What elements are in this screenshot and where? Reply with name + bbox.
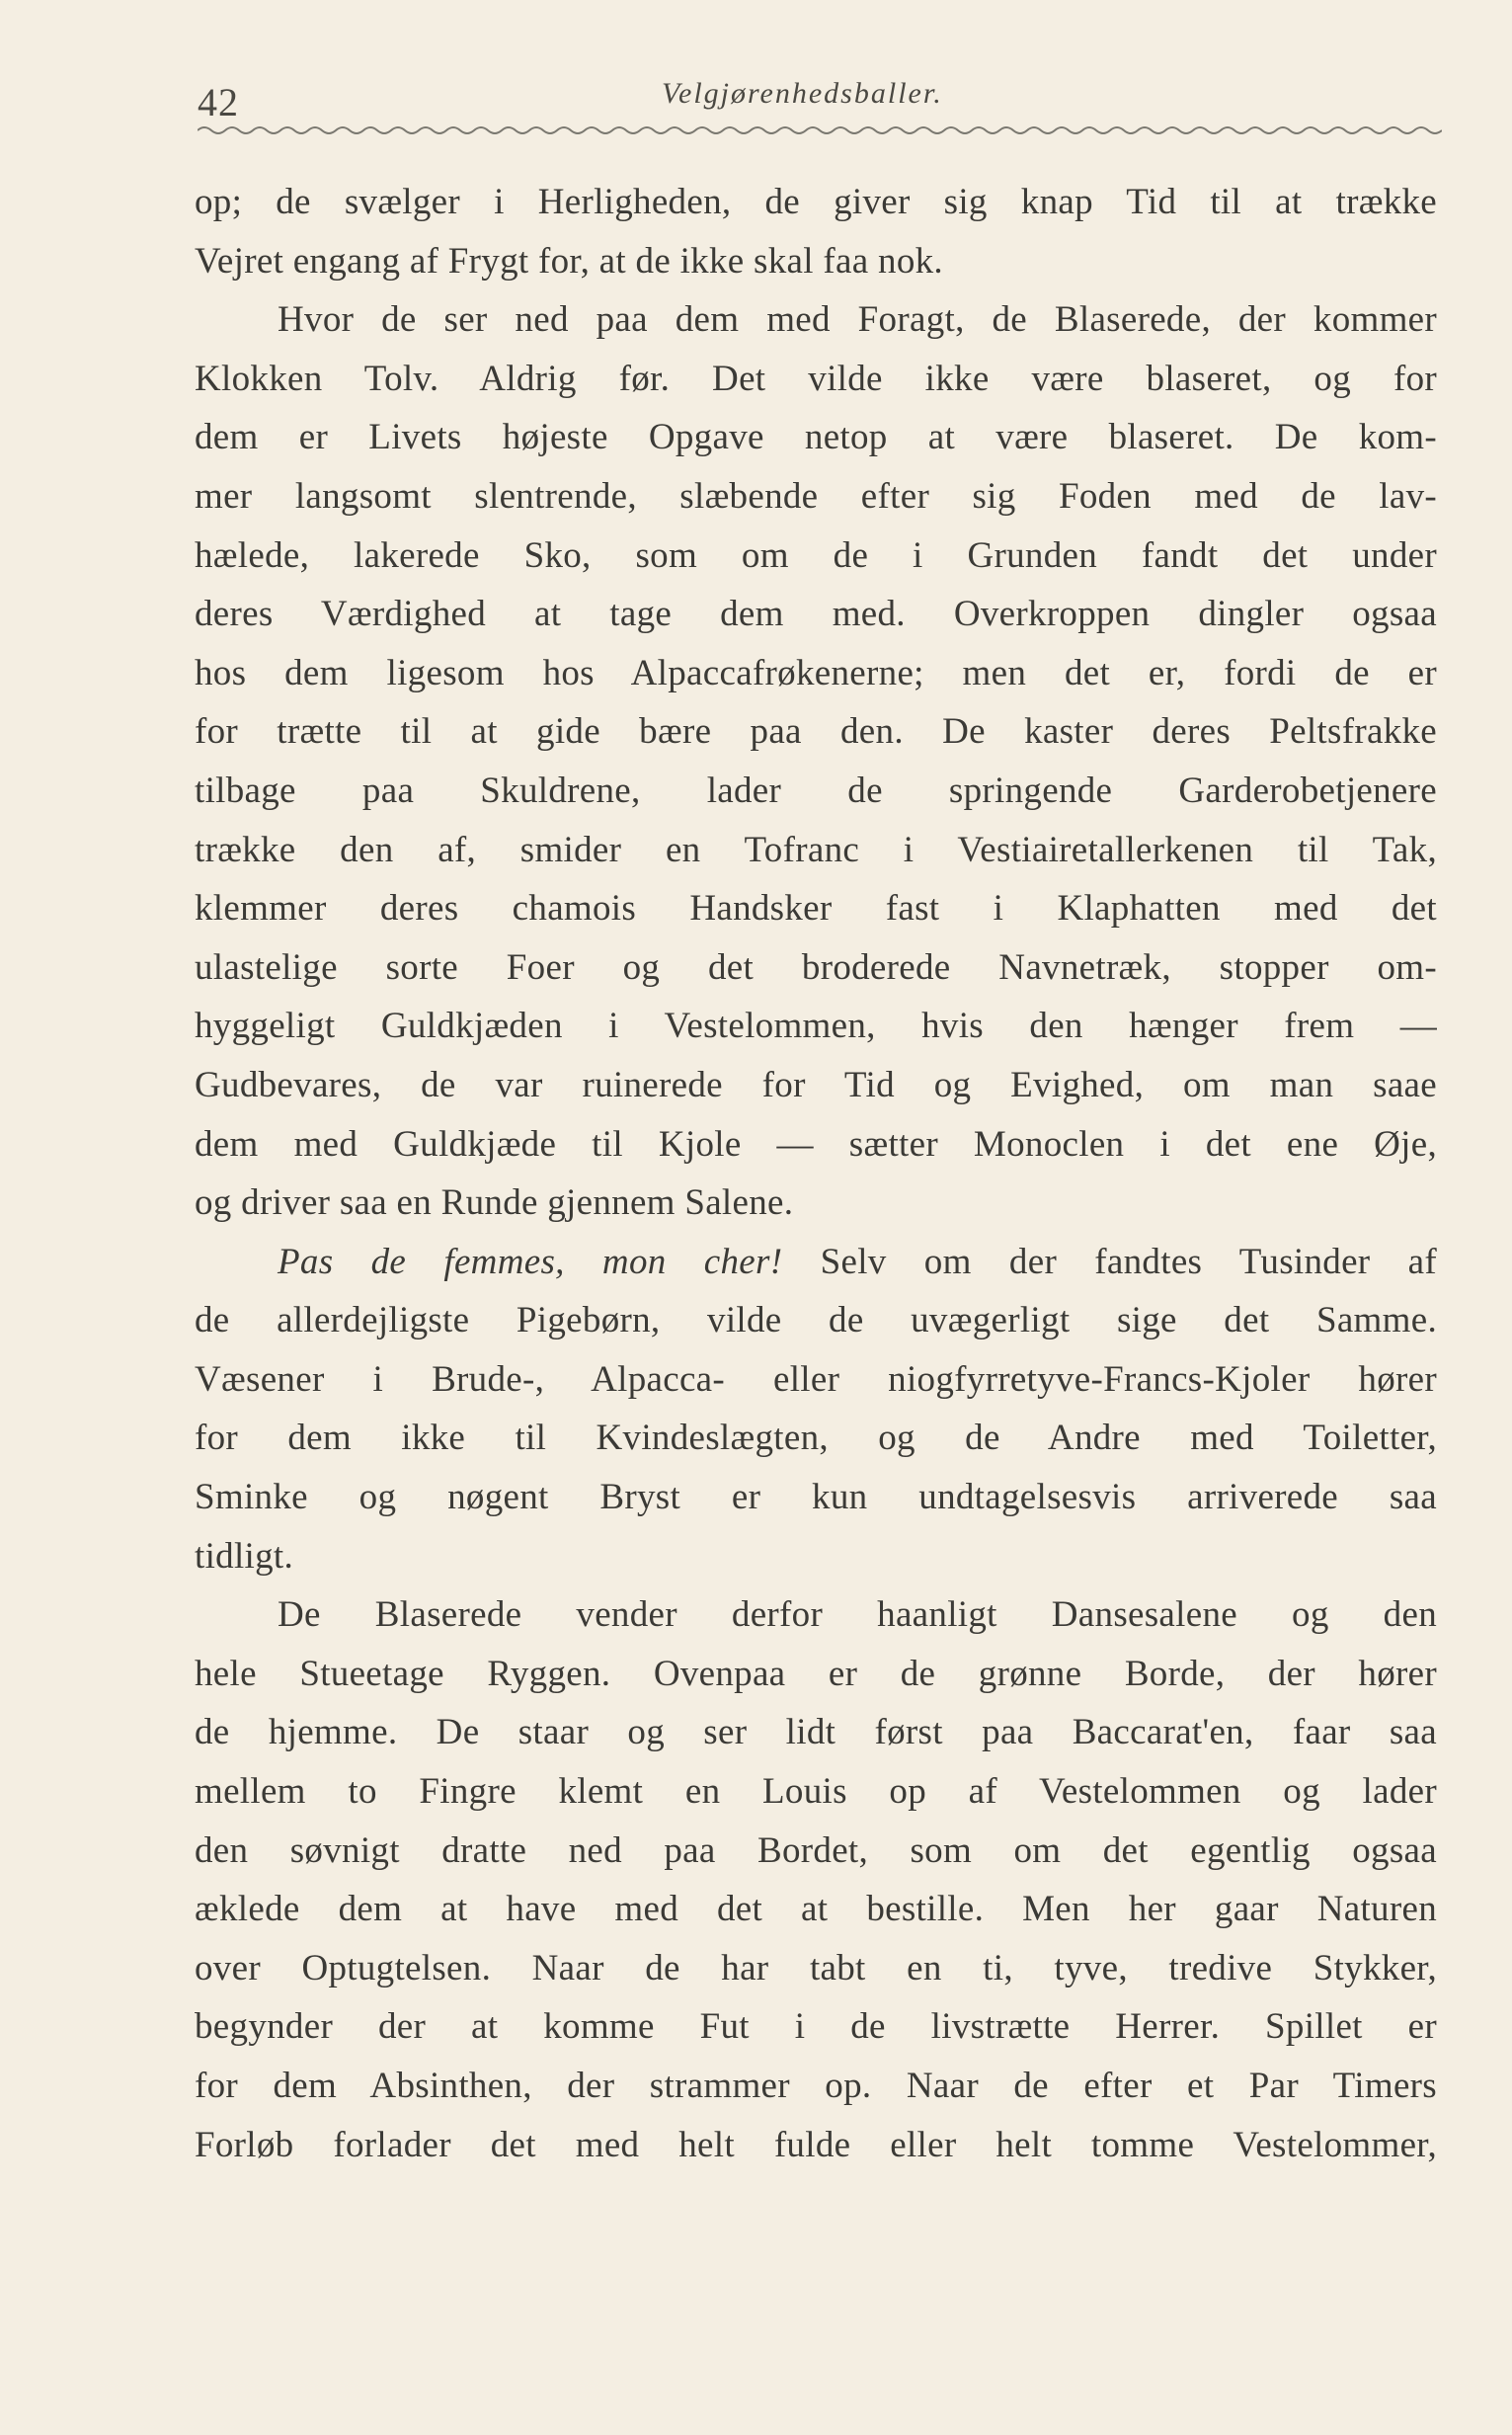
text-line: Sminke og nøgent Bryst er kun undtagelsesvis arriverede saa	[195, 1477, 1437, 1518]
text-line: og driver saa en Runde gjennem Salene.	[195, 1182, 794, 1224]
text-line: for trætte til at gide bære paa den. De kaster deres Peltsfrakke	[195, 711, 1437, 753]
text-line: tidligt.	[195, 1535, 294, 1577]
text-line: begynder der at komme Fut i de livstrætte Herrer. Spillet er	[195, 2006, 1437, 2048]
text-line: de allerdejligste Pigebørn, vilde de uvægerligt sige det Samme.	[195, 1300, 1437, 1341]
body-text	[195, 173, 1437, 2174]
text-line: æklede dem at have med det at bestille. Men her gaar Naturen	[195, 1889, 1437, 1930]
text-line: trække den af, smider en Tofranc i Vestiairetallerkenen til Tak,	[195, 829, 1437, 870]
text-line: tilbage paa Skuldrene, lader de springende Garderobetjenere	[195, 770, 1437, 811]
text-line: hyggeligt Guldkjæden i Vestelommen, hvis den hænger frem —	[195, 1006, 1437, 1047]
text-line: hælede, lakerede Sko, som om de i Grunden fandt det under	[195, 534, 1437, 576]
text-line: klemmer deres chamois Handsker fast i Klaphatten med det	[195, 888, 1437, 930]
text-line: hele Stueetage Ryggen. Ovenpaa er de grønne Borde, der hører	[195, 1653, 1437, 1694]
page-number: 42	[198, 80, 239, 124]
text-line: ulastelige sorte Foer og det broderede Navnetræk, stopper om-	[195, 946, 1437, 988]
text-line: op; de svælger i Herligheden, de giver sig knap Tid til at trække	[195, 182, 1437, 222]
text-line: dem med Guldkjæde til Kjole — sætter Monoclen i det ene Øje,	[195, 1123, 1437, 1165]
wavy-rule-divider	[198, 121, 1442, 140]
text-line: Forløb forlader det med helt fulde eller helt tomme Vestelommer,	[195, 2124, 1437, 2165]
text-line: over Optugtelsen. Naar de har tabt en ti, tyve, tredive Stykker,	[195, 1947, 1437, 1989]
text-line: Væsener i Brude-, Alpacca- eller niogfyrretyve-Francs-Kjoler hører	[195, 1358, 1437, 1400]
text-line: de hjemme. De staar og ser lidt først paa Baccarat'en, faar saa	[195, 1712, 1437, 1753]
text-line: Gudbevares, de var ruinerede for Tid og Evighed, om man saae	[195, 1064, 1437, 1105]
italic-phrase: Pas de femmes, mon cher!	[278, 1241, 783, 1282]
text-line	[195, 1233, 1437, 1292]
text-line: hos dem ligesom hos Alpaccafrøkenerne; men det er, fordi de er	[195, 652, 1437, 693]
text-line: Vejret engang af Frygt for, at de ikke skal faa nok.	[195, 240, 943, 282]
text-line: Klokken Tolv. Aldrig før. Det vilde ikke være blaseret, og for	[195, 358, 1437, 399]
text-line: mer langsomt slentrende, slæbende efter sig Foden med de lav-	[195, 475, 1437, 517]
text-line: mellem to Fingre klemt en Louis op af Vestelommen og lader	[195, 1771, 1437, 1813]
text-line: for dem ikke til Kvindeslægten, og de Andre med Toiletter,	[195, 1418, 1437, 1459]
text-line: dem er Livets højeste Opgave netop at være blaseret. De kom-	[195, 417, 1437, 458]
text-line: Hvor de ser ned paa dem med Foragt, de Blaserede, der kommer	[278, 299, 1437, 341]
text-line-rest: Selv om der fandtes Tusinder af	[820, 1241, 1437, 1282]
text-line: for dem Absinthen, der strammer op. Naar de efter et Par Timers	[195, 2066, 1437, 2106]
text-line: deres Værdighed at tage dem med. Overkroppen dingler ogsaa	[195, 594, 1437, 635]
running-head: Velgjørenhedsballer.	[662, 77, 943, 110]
text-line: den søvnigt dratte ned paa Bordet, som om det egentlig ogsaa	[195, 1829, 1437, 1871]
text-line: De Blaserede vender derfor haanligt Dansesalene og den	[278, 1594, 1437, 1636]
